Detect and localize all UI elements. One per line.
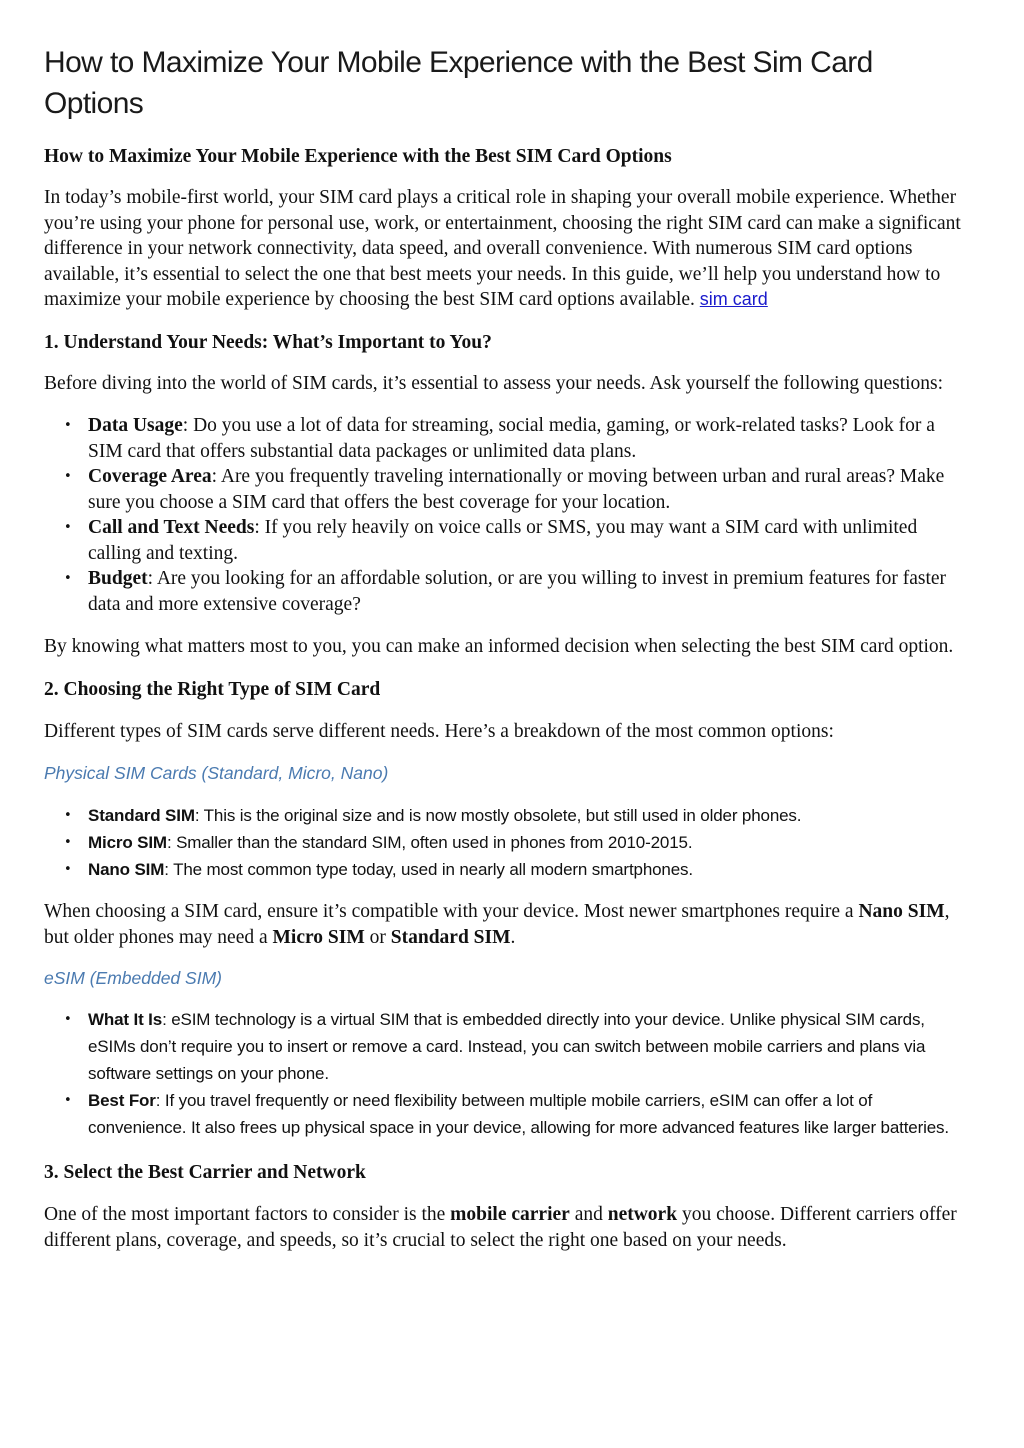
list-item-text: : If you rely heavily on voice calls or SMS, you may want a SIM card with unlimited calling and texting. xyxy=(88,517,918,564)
intro-text: In today’s mobile-first world, your SIM card plays a critical role in shaping your overall mobile experience. Whether you’re using your phone for personal use, work, or entertainment, choosing the right SIM card can make a significant difference in your network connectivity, data speed, and overall convenience. With numerous SIM card options available, it’s essential to select the one that best meets your needs. In this guide, we’ll help you understand how to maximize your mobile experience by choosing the best SIM card options available. xyxy=(44,187,961,310)
list-item xyxy=(88,802,974,829)
list-item xyxy=(88,515,974,566)
physical-sim-list xyxy=(44,802,974,883)
list-item-text: : eSIM technology is a virtual SIM that is embedded directly into your device. Unlike physical SIM cards, eSIMs don’t require you to insert or remove a card. Instead, you can switch between mobile carriers and plans via software settings on your phone. xyxy=(88,1010,926,1083)
list-item-text: : If you travel frequently or need flexibility between multiple mobile carriers, eSIM can offer a lot of convenience. It also frees up physical space in your device, allowing for more advanced features like larger batteries. xyxy=(88,1091,949,1137)
section-1-outro: By knowing what matters most to you, you can make an informed decision when selecting the best SIM card option. xyxy=(44,636,954,657)
section-3-paragraph xyxy=(44,1202,974,1253)
list-item-term: Coverage Area xyxy=(88,466,212,487)
list-item-text: : Are you frequently traveling internationally or moving between urban and rural areas? Make sure you choose a SIM card that offers the best coverage for your location. xyxy=(88,466,945,513)
compatibility-note xyxy=(44,899,974,950)
list-item-text: : This is the original size and is now mostly obsolete, but still used in older phones. xyxy=(194,806,802,825)
list-item-text: : Do you use a lot of data for streaming, social media, gaming, or work-related tasks? Look for a SIM card that offers substantial data packages or unlimited data plans. xyxy=(88,415,935,462)
section-1-intro: Before diving into the world of SIM cards, it’s essential to assess your needs. Ask yourself the following questions: xyxy=(44,372,944,394)
esim-list xyxy=(44,1006,974,1141)
section-3-heading: 3. Select the Best Carrier and Network xyxy=(44,1162,366,1183)
section-3-bold: mobile carrier xyxy=(450,1204,570,1225)
list-item-term: What It Is xyxy=(88,1010,163,1029)
list-item xyxy=(88,1006,974,1087)
list-item xyxy=(88,464,974,515)
needs-list xyxy=(44,413,974,617)
intro-paragraph xyxy=(44,185,974,313)
section-2-intro: Different types of SIM cards serve different needs. Here’s a breakdown of the most common options: xyxy=(44,720,834,742)
list-item-text: : Are you looking for an affordable solution, or are you willing to invest in premium features for faster data and more extensive coverage? xyxy=(88,568,947,615)
article-heading: How to Maximize Your Mobile Experience with the Best SIM Card Options xyxy=(44,146,672,167)
list-item xyxy=(88,413,974,464)
list-item-text: : The most common type today, used in nearly all modern smartphones. xyxy=(164,860,693,879)
section-3-text: you choose. Different carriers offer different plans, coverage, and speeds, so it’s crucial to select the right one based on your needs. xyxy=(44,1204,957,1251)
list-item-term: Data Usage xyxy=(88,415,183,436)
list-item-term: Call and Text Needs xyxy=(88,517,255,538)
list-item-term: Micro SIM xyxy=(88,833,167,852)
list-item xyxy=(88,829,974,856)
list-item xyxy=(88,566,974,617)
note-bold: Micro SIM xyxy=(272,926,365,948)
list-item-term: Budget xyxy=(88,568,148,589)
section-1-heading: 1. Understand Your Needs: What’s Important to You? xyxy=(44,331,492,353)
list-item xyxy=(88,1087,974,1141)
list-item-term: Best For xyxy=(88,1091,156,1110)
note-text: . xyxy=(510,926,516,948)
physical-sim-subheading: Physical SIM Cards (Standard, Micro, Nano) xyxy=(44,763,389,783)
section-3-text: and xyxy=(569,1204,608,1225)
note-text: or xyxy=(364,926,391,948)
document-title: How to Maximize Your Mobile Experience with the Best Sim Card Options xyxy=(44,46,873,120)
note-text: , but older phones may need a xyxy=(44,901,950,948)
note-text: When choosing a SIM card, ensure it’s compatible with your device. Most newer smartphones require a xyxy=(44,901,859,922)
section-2-heading: 2. Choosing the Right Type of SIM Card xyxy=(44,678,381,700)
note-bold: Standard SIM xyxy=(390,926,511,948)
list-item-term: Standard SIM xyxy=(88,806,195,825)
section-3-bold: network xyxy=(607,1204,678,1225)
esim-subheading: eSIM (Embedded SIM) xyxy=(44,968,222,988)
list-item-text: : Smaller than the standard SIM, often used in phones from 2010-2015. xyxy=(166,833,693,852)
list-item xyxy=(88,856,974,883)
section-3-text: One of the most important factors to consider is the xyxy=(44,1204,451,1225)
note-bold: Nano SIM xyxy=(858,901,945,922)
sim-card-link[interactable]: sim card xyxy=(699,289,768,309)
list-item-term: Nano SIM xyxy=(88,860,165,879)
